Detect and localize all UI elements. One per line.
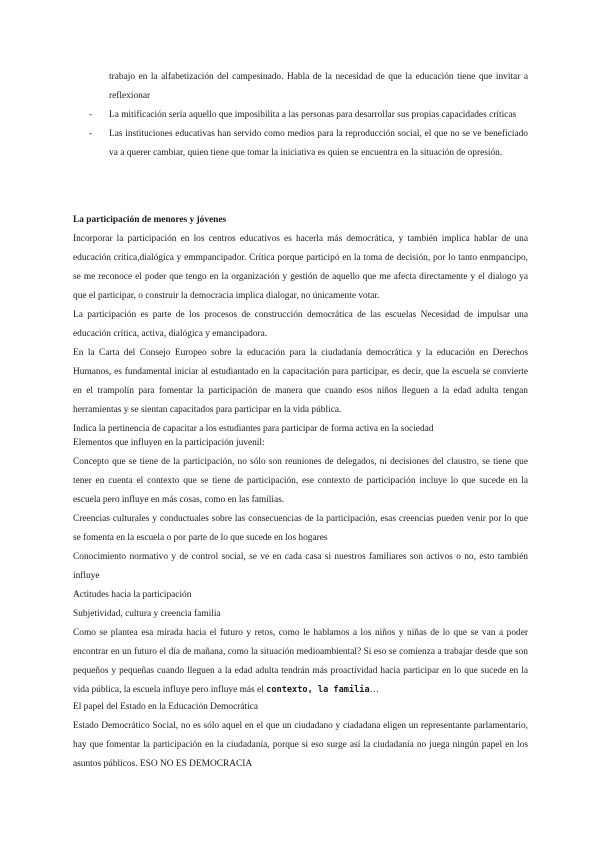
paragraph: Concepto que se tiene de la participación, no sólo son reuniones de delegados, ni decisiones del claustro, se tiene que tener en cuenta el contexto que se tiene de participación, ese contexto de participación incluye lo que sucede en la escuela pero influye en más cosas, como en las familias. — [73, 457, 528, 505]
paragraph: Incorporar la participación en los centros educativos es hacerla más democrática, y también implica hablar de una educación crítica,dialógica y emmpancipador. Crítica porque participó en la toma de decisión, por lo tanto enmpancipo, se me reconoce el poder que tengo en la organización y gestión de aquello que me afecta directamente y el dialogo ya que el participar, o construir la democracia implica dialogar, no únicamente votar. — [73, 234, 528, 301]
paragraph-text: Como se plantea esa mirada hacia el futuro y retos, como le hablamos a los niños y niñas de lo que se van a poder encontrar en un futuro el día de mañana, como la situación medioambiental? Si eso se comienza a trabajar desde que son pequeños y pequeñas cuando lleguen a la edad adulta tendrán más proactividad hacia participar en lo que sucede en la vida pública, la escuela influye pero influye más el — [73, 628, 528, 695]
section-heading: La participación de menores y jóvenes — [73, 215, 227, 225]
paragraph: Actitudes hacia la participación — [73, 590, 192, 600]
paragraph: La participación es parte de los procesos de construcción democrática de las escuelas Necesidad de impulsar una educación crítica, activa, dialógica y emancipadora. — [73, 310, 528, 339]
bullet-list — [89, 106, 528, 163]
section-heading: El papel del Estado en la Educación Democrática — [73, 702, 259, 712]
bullet-text: Las instituciones educativas han servido como medios para la reproducción social, el que no se ve beneficiado va a querer cambiar, quien tiene que tomar la iniciativa es quien se encuentra en la situación de opresión. — [109, 129, 528, 158]
paragraph: Conocimiento normativo y de control social, se ve en cada casa si nuestros familiares son activos o no, esto también influye — [73, 552, 528, 581]
section-state — [73, 698, 528, 774]
emphasis-text: contexto, la familia — [266, 685, 370, 695]
paragraph: Estado Democrático Social, no es sólo aquel en el que un ciudadano y ciadadana eligen un representante parlamentario, hay que fomentar la participación en la ciudadanía, porque si eso surge así la ciudadanía no juega ningún papel en los asuntos públicos. ESO NO ES DEMOCRACIA — [73, 721, 528, 769]
bullet-text: La mitificación sería aquello que imposibilita a las personas para desarrollar sus propias capacidades críticas — [109, 110, 517, 120]
bullet-dash: - — [89, 110, 93, 120]
paragraph: Indica la pertinencia de capacitar a los estudiantes para participar de forma activa en la sociedad — [73, 424, 434, 434]
bullet-item — [89, 125, 528, 163]
bullet-item — [89, 106, 528, 125]
paragraph — [73, 624, 528, 700]
intro-continuation: trabajo en la alfabetización del campesinado. Habla de la necesidad de que la educación tiene que invitar a reflexionar — [109, 72, 528, 101]
section-heading: Elementos que influyen en la participación juvenil: — [73, 438, 265, 448]
bullet-dash: - — [89, 129, 93, 139]
paragraph: Subjetividad, cultura y creencia familia — [73, 609, 221, 619]
ellipsis: … — [369, 685, 380, 695]
paragraph: Creencias culturales y conductuales sobre las consecuencias de la participación, esas creencias pueden venir por lo que se fomenta en la escuela o por parte de lo que sucede en los hogares — [73, 514, 528, 543]
section-participation — [73, 211, 528, 439]
section-elements — [73, 434, 528, 700]
paragraph: En la Carta del Consejo Europeo sobre la educación para la ciudadanía democrática y la educación en Derechos Humanos, es fundamental iniciar al estudiantado en la capacitación para participar, es decir, que la escuela se convierte en el trampolín para fomentar la participación de manera que cuando esos niños lleguen a la edad adulta tengan herramientas y se sientan capacitados para participar en la vida pública. — [73, 348, 528, 415]
